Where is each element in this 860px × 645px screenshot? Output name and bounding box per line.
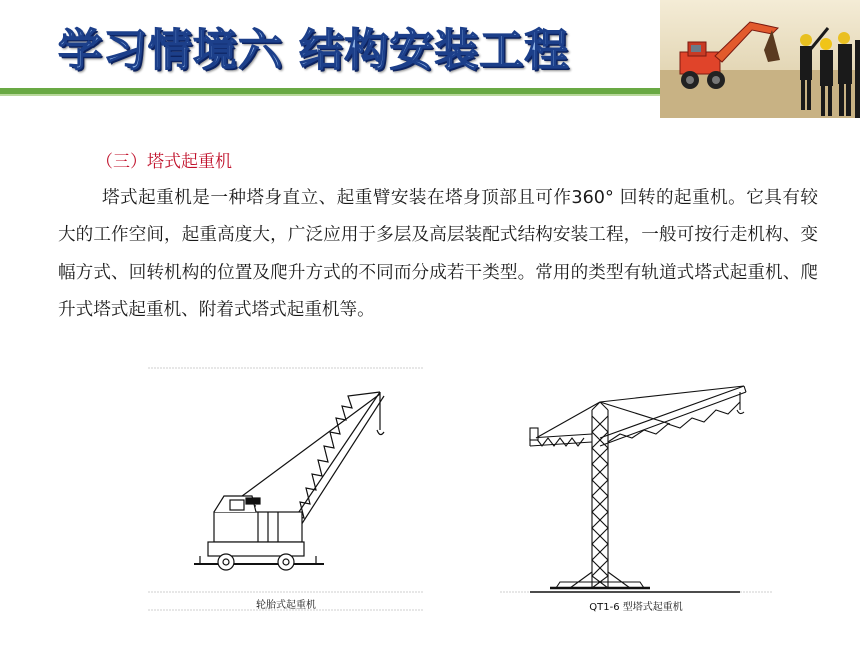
figure-caption-tire-crane: 轮胎式起重机 [256, 600, 316, 611]
tire-crane-figure [148, 366, 424, 616]
tower-crane-figure [500, 376, 772, 616]
body-paragraph: 塔式起重机是一种塔身直立、起重臂安装在塔身顶部且可作360° 回转的起重机。它具有较大的工作空间，起重高度大，广泛应用于多层及高层装配式结构安装工程，一般可按行走机构、变幅方式、回转机构的位置及爬升方式的不同而分成若干类型。常用的类型有轨道式塔式起重机、爬升式塔式起重机、附着式塔式起重机等。 [58, 188, 818, 320]
section-heading: （三）塔式起重机 [96, 152, 232, 172]
figure-caption-tower-crane: QT1-6 型塔式起重机 [589, 602, 683, 613]
tower-crane-icon [530, 386, 746, 592]
tire-crane-icon [194, 392, 384, 570]
slide-title: 学习情境六 结构安装工程 [58, 25, 570, 76]
title-underline-light [0, 94, 670, 96]
excavator-workers-photo [660, 0, 860, 118]
